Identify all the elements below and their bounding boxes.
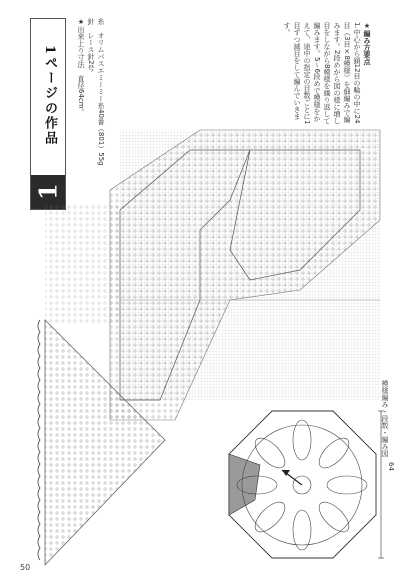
diameter-label: 64 [387, 462, 395, 471]
overview-octagon [229, 411, 384, 558]
page-number: 50 [20, 563, 31, 572]
chart-caption: 模様編み・段数・編み図 [381, 380, 389, 457]
finished-size: ★出来上り寸法 直径64cm。 [77, 18, 85, 116]
materials-needle: 針 レース針2号 [87, 18, 95, 72]
page-title: 1ページの作品 [42, 45, 57, 147]
chart-main [110, 130, 380, 420]
notes-heading: ★編み方要点 [363, 22, 371, 65]
notes-text: 1.中心から鎖12目の輪の中に24目（3目×8模様）を細編みで編みます。2段めから図の様に増し目をしながら8模様を繰り返して編みます。5〜6段めで模様をかえて、途中の指定の目数ごとに1目ずつ減目をして編んでいきます。 [283, 22, 361, 125]
section-number: 1 [31, 175, 65, 209]
materials-yarn: 糸 オリムパスエミーミー糸40番（801）55g [97, 18, 105, 166]
